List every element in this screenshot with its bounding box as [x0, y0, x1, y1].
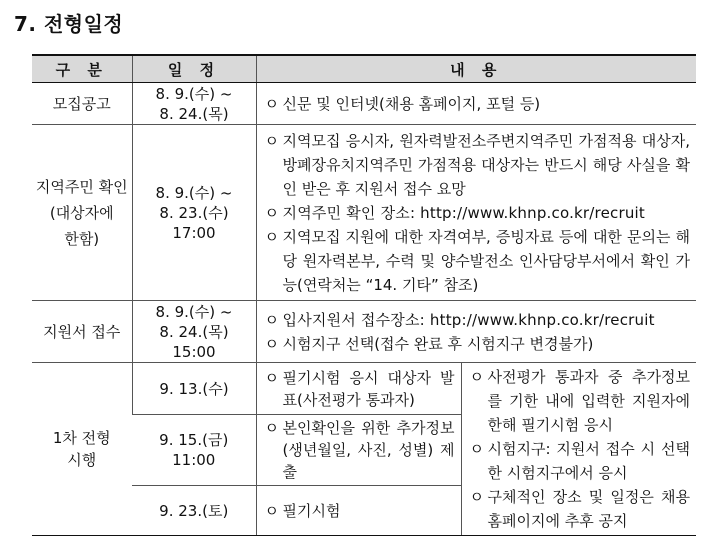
row-dates — [132, 125, 256, 301]
list-item: 필기시험 — [282, 501, 341, 520]
header-row — [32, 55, 696, 83]
date-line: 8. 9.(수) ~ — [155, 183, 233, 202]
category-line: (대상자에 — [49, 203, 114, 222]
bullet-icon: ㅇ — [264, 501, 279, 520]
bullet-icon: ㅇ — [264, 131, 279, 150]
row-content — [256, 486, 461, 536]
table-row — [32, 125, 696, 301]
list-item: 사전평가 통과자 중 추가정보를 기한 내에 입력한 지원자에 한해 필기시험 응시 — [487, 368, 691, 434]
list-item: 지역모집 지원에 대한 자격여부, 증빙자료 등에 대한 문의는 해당 원자력본부, 수력 및 양수발전소 인사담당부서에서 확인 가능(연락처는 “14. 기타” 참조) — [282, 227, 691, 294]
bullet-icon: ㅇ — [469, 488, 484, 506]
row-content — [256, 363, 461, 415]
bullet-icon: ㅇ — [264, 227, 279, 246]
bullet-icon: ㅇ — [469, 368, 484, 386]
bullet-icon: ㅇ — [264, 203, 279, 222]
header-content: 내 용 — [256, 55, 696, 83]
bullet-icon: ㅇ — [264, 419, 279, 437]
list-item: 지역모집 응시자, 원자력발전소주변지역주민 가점적용 대상자, 방폐장유치지역주민 가점적용 대상자는 반드시 해당 사실을 확인 받은 후 지원서 접수 요망 — [282, 131, 691, 198]
date-line: 8. 24.(목) — [159, 104, 229, 123]
row-notes — [461, 363, 696, 536]
list-item: 지역주민 확인 장소: http://www.khnp.co.kr/recruit — [282, 203, 645, 222]
date-line: 11:00 — [172, 451, 216, 469]
bullet-icon: ㅇ — [264, 310, 279, 329]
table-row — [32, 83, 696, 125]
bullet-icon: ㅇ — [264, 368, 279, 387]
schedule-table — [32, 54, 696, 536]
list-item: 본인확인을 위한 추가정보 (생년월일, 사진, 성별) 제출 — [282, 419, 455, 481]
row-dates — [132, 301, 256, 363]
category-line: 시행 — [67, 451, 97, 469]
header-category: 구 분 — [32, 55, 132, 83]
list-item: 필기시험 응시 대상자 발표(사전평가 통과자) — [282, 368, 455, 409]
row-content — [256, 125, 696, 301]
row-category — [32, 125, 132, 301]
row-dates: 9. 13.(수) — [132, 363, 256, 415]
date-line: 8. 23.(수) — [159, 203, 229, 222]
row-content — [256, 301, 696, 363]
date-line: 8. 9.(수) ~ — [155, 302, 233, 321]
list-item: 입사지원서 접수장소: http://www.khnp.co.kr/recruit — [282, 310, 655, 329]
list-item: 시험지구: 지원서 접수 시 선택한 시험지구에서 응시 — [487, 440, 691, 482]
date-line: 17:00 — [172, 223, 216, 242]
row-category — [32, 363, 132, 536]
bullet-icon: ㅇ — [264, 334, 279, 353]
row-category: 모집공고 — [32, 83, 132, 125]
list-item: 시험지구 선택(접수 완료 후 시험지구 변경불가) — [282, 334, 594, 353]
table-row — [32, 301, 696, 363]
date-line: 9. 15.(금) — [159, 431, 229, 449]
category-line: 한함) — [64, 229, 100, 248]
date-line: 15:00 — [172, 342, 216, 361]
row-category: 지원서 접수 — [32, 301, 132, 363]
row-dates — [132, 415, 256, 486]
category-line: 1차 전형 — [52, 429, 111, 447]
list-item: 구체적인 장소 및 일정은 채용 홈페이지에 추후 공지 — [487, 488, 691, 530]
header-date: 일 정 — [132, 55, 256, 83]
date-line: 8. 24.(목) — [159, 322, 229, 341]
bullet-icon: ㅇ — [469, 440, 484, 458]
row-content — [256, 83, 696, 125]
row-dates: 9. 23.(토) — [132, 486, 256, 536]
row-dates — [132, 83, 256, 125]
table-row — [32, 363, 696, 415]
section-title: 7. 전형일정 — [14, 12, 124, 36]
category-line: 지역주민 확인 — [35, 177, 128, 196]
row-content — [256, 415, 461, 486]
bullet-icon: ㅇ — [264, 94, 279, 113]
date-line: 8. 9.(수) ~ — [155, 84, 233, 103]
list-item: 신문 및 인터넷(채용 홈페이지, 포털 등) — [282, 94, 541, 113]
